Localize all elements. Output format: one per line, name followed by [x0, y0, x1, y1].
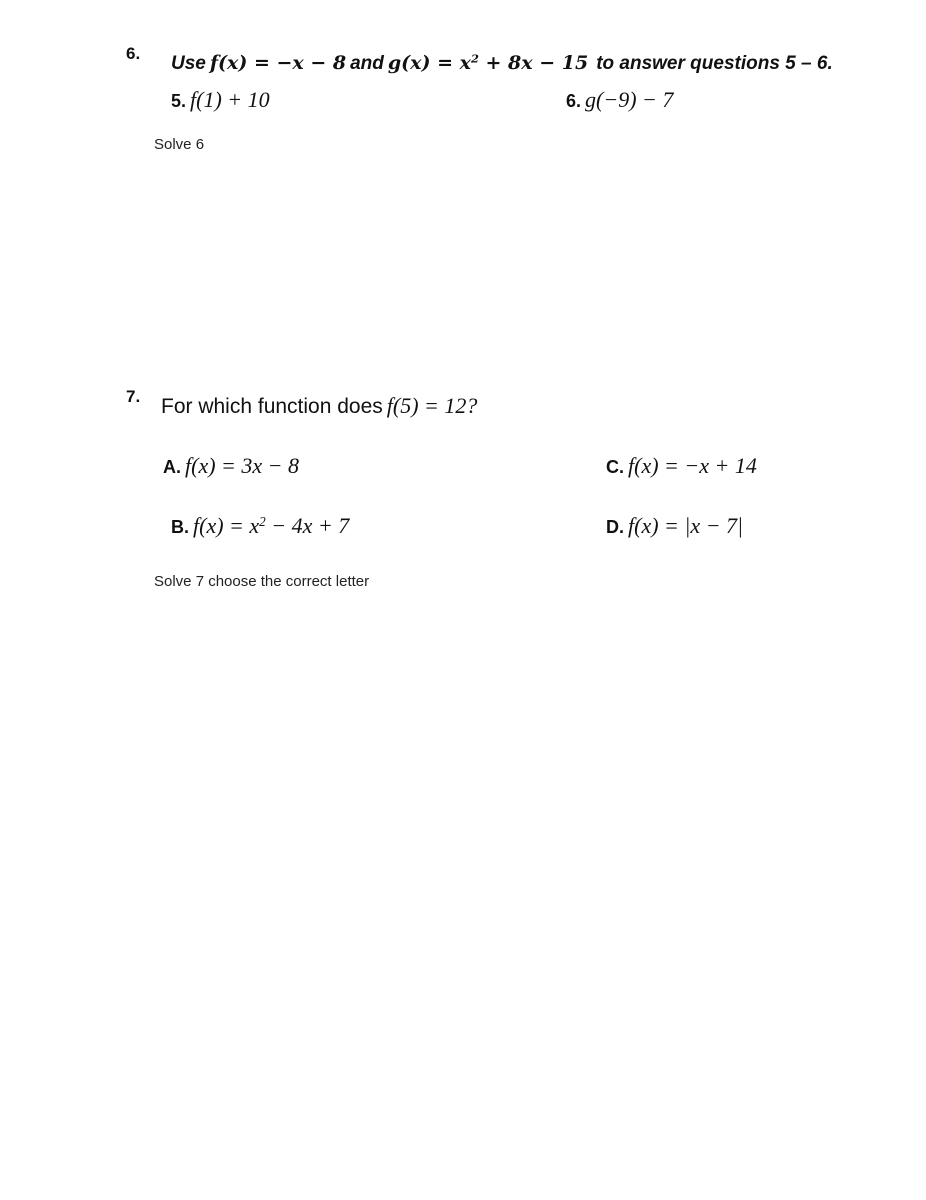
option-b-label: B. [171, 517, 189, 537]
g-definition [388, 52, 588, 74]
question-7-stem-math: f(5) = 12? [386, 393, 478, 418]
g-definition-prefix: g(x) = x [387, 52, 471, 74]
part-6-expression: g(−9) − 7 [585, 87, 674, 112]
stem-tail: to answer questions 5 – 6. [596, 53, 833, 74]
option-d-expression [628, 513, 743, 538]
question-6-number: 6. [126, 44, 141, 63]
stem-use-word: Use [171, 53, 206, 74]
question-6-note: Solve 6 [154, 136, 205, 153]
g-definition-exponent: 2 [470, 51, 479, 66]
option-d-label: D. [606, 517, 624, 537]
option-a-expression [185, 453, 299, 478]
question-7-stem [161, 393, 477, 419]
option-c [606, 453, 757, 479]
option-d [606, 513, 743, 539]
question-7-stem-text: For which function does [161, 395, 383, 418]
part-5-expression: f(1) + 10 [190, 87, 270, 112]
option-b-expr-exponent: 2 [259, 513, 266, 529]
option-b-expr-suffix: − 4x + 7 [265, 513, 350, 538]
question-7-note: Solve 7 choose the correct letter [154, 573, 370, 590]
f-definition: f(x) = −x − 8 [209, 52, 347, 74]
option-a-expr: f(x) = 3x − 8 [185, 453, 299, 478]
stem-and-word: and [350, 53, 384, 74]
option-b [171, 513, 349, 539]
part-5 [171, 87, 270, 113]
option-b-expression [193, 513, 349, 538]
option-a-label: A. [163, 457, 181, 477]
option-b-expr-prefix: f(x) = x [193, 513, 260, 538]
part-6-label: 6. [566, 91, 582, 111]
part-5-label: 5. [171, 91, 187, 111]
part-6 [566, 87, 673, 113]
g-definition-suffix: + 8x − 15 [478, 52, 589, 74]
question-6-stem [171, 52, 833, 75]
option-a [163, 453, 299, 479]
option-d-expr: f(x) = |x − 7| [628, 513, 744, 538]
option-c-expr: f(x) = −x + 14 [628, 453, 757, 478]
question-7-number: 7. [126, 387, 141, 406]
option-c-label: C. [606, 457, 624, 477]
option-c-expression [628, 453, 757, 478]
